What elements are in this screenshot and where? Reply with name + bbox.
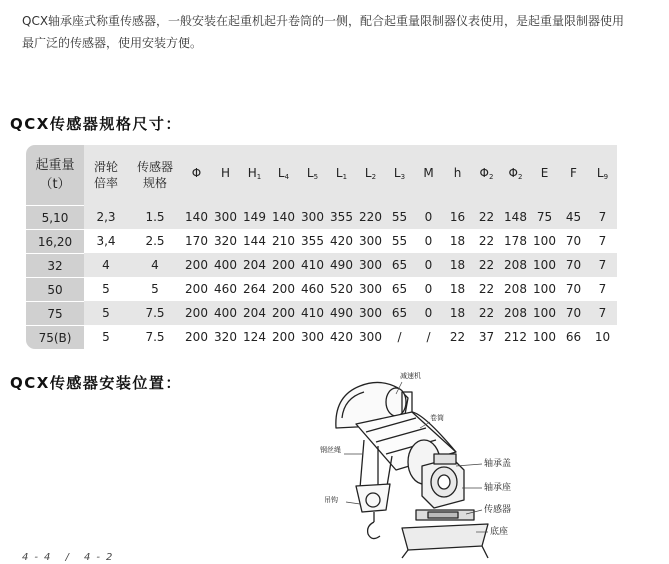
table-cell: 410 [298, 253, 327, 277]
header-col: $L_9$ [588, 145, 617, 205]
table-cell: 208 [501, 253, 530, 277]
table-cell: 7 [598, 282, 607, 296]
table-cell: 124 [243, 330, 266, 344]
table-cell: 22 [472, 301, 501, 325]
intro-paragraph [22, 10, 652, 54]
header-col: $\Phi_2$ [472, 145, 501, 205]
table-cell: 5 [102, 282, 110, 296]
table-cell: 4 [128, 253, 182, 277]
header-col: Φ [182, 145, 211, 205]
table-cell: 300 [298, 205, 327, 229]
header-col: $L_2$ [356, 145, 385, 205]
table-cell: 0 [424, 282, 433, 296]
table-cell: 200 [185, 282, 208, 296]
table-cell: 18 [449, 282, 466, 296]
table-cell: 490 [327, 253, 356, 277]
table-cell: 55 [391, 234, 408, 248]
diagram-label-drum: 卷筒 [430, 414, 444, 422]
sensor-shape [416, 510, 474, 520]
table-cell: 170 [185, 234, 208, 248]
table-cell: / [426, 330, 431, 344]
diagram-label-wire-rope: 钢丝绳 [320, 446, 341, 454]
table-cell: 22 [472, 253, 501, 277]
intro-line-1: QCX轴承座式称重传感器，一般安装在起重机起升卷筒的一侧，配合起重量限制器仪表使用，是起重量限制器使用 [22, 14, 625, 28]
table-cell: 2,3 [84, 205, 128, 229]
table-cell: 100 [533, 330, 556, 344]
header-col: F [559, 145, 588, 205]
table-cell: 16 [443, 205, 472, 229]
table-cell: 320 [214, 234, 237, 248]
table-cell: 75 [530, 205, 559, 229]
table-cell: 37 [478, 330, 495, 344]
table-cell: 300 [356, 253, 385, 277]
table-cell: 22 [478, 234, 495, 248]
table-cell: 1.5 [128, 205, 182, 229]
table-cell: 204 [240, 301, 269, 325]
table-cell: 100 [533, 282, 556, 296]
table-cell: 220 [356, 205, 385, 229]
table-cell: 300 [301, 330, 324, 344]
table-cell: 200 [182, 253, 211, 277]
table-cell: 45 [559, 205, 588, 229]
row-load-cell: 75(B) [26, 325, 84, 349]
table-cell: 65 [385, 301, 414, 325]
table-cell: 520 [330, 282, 353, 296]
table-cell: 0 [424, 234, 433, 248]
header-col: H [211, 145, 240, 205]
table-cell: 200 [182, 301, 211, 325]
table-row [26, 325, 617, 349]
table-cell: 420 [330, 330, 353, 344]
table-cell: 149 [240, 205, 269, 229]
table-cell: 70 [559, 301, 588, 325]
table-cell: 66 [565, 330, 582, 344]
table-cell: 208 [501, 301, 530, 325]
table-cell: / [397, 330, 402, 344]
table-cell: 55 [385, 205, 414, 229]
row-load-cell: 32 [26, 253, 84, 277]
table-cell: 70 [565, 234, 582, 248]
table-cell: 200 [272, 330, 295, 344]
table-row [26, 253, 617, 277]
table-cell: 300 [359, 282, 382, 296]
header-col: $L_1$ [327, 145, 356, 205]
row-load-cell: 50 [26, 277, 84, 301]
table-cell: 200 [269, 301, 298, 325]
table-cell: 210 [272, 234, 295, 248]
row-load-cell: 16,20 [26, 229, 84, 253]
table-cell: 140 [182, 205, 211, 229]
header-col: $\Phi_2$ [501, 145, 530, 205]
table-cell: 144 [243, 234, 266, 248]
table-cell: 18 [443, 301, 472, 325]
table-cell: 100 [530, 301, 559, 325]
table-row [26, 301, 617, 325]
table-cell: 7 [588, 205, 617, 229]
table-cell: 4 [84, 253, 128, 277]
header-pulley-ratio: 滑轮 倍率 [84, 145, 128, 205]
table-cell: 300 [356, 301, 385, 325]
table-cell: 5 [84, 301, 128, 325]
table-row [26, 205, 617, 229]
table-cell: 70 [565, 282, 582, 296]
table-cell: 65 [385, 253, 414, 277]
diagram-label-sensor: 传感器 [484, 505, 512, 515]
table-cell: 148 [501, 205, 530, 229]
table-cell: 7.5 [128, 301, 182, 325]
table-cell: 22 [472, 205, 501, 229]
table-cell: 200 [185, 330, 208, 344]
header-col: $L_4$ [269, 145, 298, 205]
spec-heading: QCX传感器规格尺寸： [10, 115, 182, 133]
table-cell: 5 [102, 330, 110, 344]
table-cell: 7.5 [145, 330, 165, 344]
diagram-label-hook: 吊钩 [324, 496, 338, 504]
diagram-label-base: 底座 [490, 527, 509, 537]
header-load: 起重量 （t） [26, 145, 84, 205]
table-header-row [26, 145, 617, 205]
hook-shape [356, 484, 390, 539]
spec-table [26, 145, 617, 349]
diagram-label-bearing-cover: 轴承盖 [484, 459, 512, 469]
table-cell: 3,4 [96, 234, 116, 248]
table-cell: 18 [449, 234, 466, 248]
table-cell: 65 [391, 282, 408, 296]
table-cell: 460 [214, 282, 237, 296]
installation-diagram [316, 362, 548, 562]
header-col: M [414, 145, 443, 205]
table-cell: 400 [211, 301, 240, 325]
table-cell: 18 [443, 253, 472, 277]
table-cell: 420 [330, 234, 353, 248]
table-cell: 355 [301, 234, 324, 248]
base-shape [402, 524, 488, 558]
table-cell: 400 [211, 253, 240, 277]
header-col: h [443, 145, 472, 205]
table-cell: 178 [504, 234, 527, 248]
table-cell: 10 [594, 330, 611, 344]
diagram-label-bearing-seat: 轴承座 [484, 483, 512, 493]
intro-line-2: 最广泛的传感器，使用安装方便。 [22, 36, 203, 50]
table-row [26, 229, 617, 253]
table-cell: 22 [478, 282, 495, 296]
table-cell: 300 [211, 205, 240, 229]
table-cell: 208 [504, 282, 527, 296]
row-load-cell: 5,10 [26, 205, 84, 229]
row-load-cell: 75 [26, 301, 84, 325]
table-cell: 300 [359, 330, 382, 344]
table-cell: 140 [269, 205, 298, 229]
table-cell: 0 [414, 253, 443, 277]
table-cell: 7 [588, 253, 617, 277]
table-cell: 100 [530, 253, 559, 277]
table-cell: 2.5 [145, 234, 165, 248]
table-cell: 204 [240, 253, 269, 277]
table-cell: 355 [327, 205, 356, 229]
table-cell: 410 [298, 301, 327, 325]
table-cell: 100 [533, 234, 556, 248]
diagram-label-reducer: 减速机 [400, 372, 421, 380]
table-cell: 490 [327, 301, 356, 325]
header-col: $L_5$ [298, 145, 327, 205]
header-col: $L_3$ [385, 145, 414, 205]
table-cell: 200 [272, 282, 295, 296]
table-cell: 212 [504, 330, 527, 344]
header-sensor-spec: 传感器 规格 [128, 145, 182, 205]
table-cell: 0 [414, 205, 443, 229]
table-cell: 5 [151, 282, 159, 296]
table-cell: 0 [414, 301, 443, 325]
table-cell: 460 [301, 282, 324, 296]
table-row [26, 277, 617, 301]
header-col: E [530, 145, 559, 205]
table-cell: 22 [449, 330, 466, 344]
table-cell: 7 [588, 301, 617, 325]
header-col: $H_1$ [240, 145, 269, 205]
footer-fragment: 4-4 / 4-2 [22, 552, 119, 563]
table-cell: 300 [359, 234, 382, 248]
table-cell: 7 [598, 234, 607, 248]
table-cell: 320 [214, 330, 237, 344]
install-heading: QCX传感器安装位置： [10, 374, 182, 392]
table-cell: 264 [243, 282, 266, 296]
table-cell: 70 [559, 253, 588, 277]
table-cell: 200 [269, 253, 298, 277]
